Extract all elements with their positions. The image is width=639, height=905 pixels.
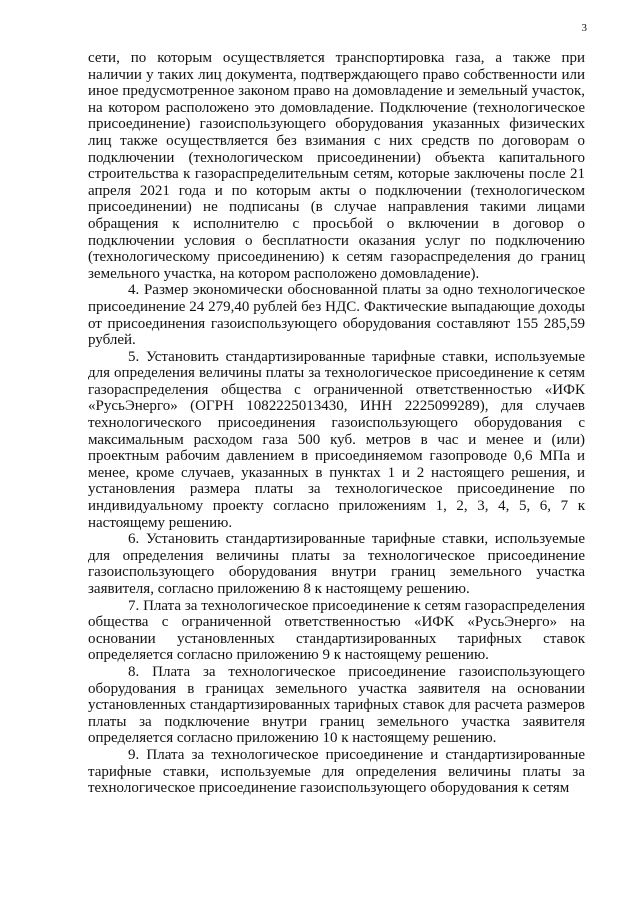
paragraph-item-4: 4. Размер экономически обоснованной платы за одно технологическое присоединение 24 279,40 рублей без НДС. Фактические выпадающие доходы от присоединения газоиспользующего оборудования составляют 155 285,59 рублей. (88, 282, 585, 349)
paragraph-item-7: 7. Плата за технологическое присоединение к сетям газораспределения общества с ограниченной ответственностью «ИФК «РусьЭнерго» на основании установленных стандартизированных тарифных ставок определяется согласно приложению 9 к настоящему решению. (88, 597, 585, 664)
paragraph-item-9: 9. Плата за технологическое присоединение и стандартизированные тарифные ставки, используемые для определения величины платы за технологическое присоединение газоиспользующего оборудования к сетям (88, 746, 585, 797)
paragraph-continuation: сети, по которым осуществляется транспортировка газа, а также при наличии у таких лиц документа, подтверждающего право собственности или иное предусмотренное законом право на домовладение и земельный участок, на котором расположено это домовладение. Подключение (технологическое присоединение) газоиспользующего оборудования указанных физических лиц также осуществляется без взимания с них средств по договорам о подключении (технологическом присоединении) объекта капитального строительства к газораспределительным сетям, которые заключены после 21 апреля 2021 года и по которым акты о подключении (технологическом присоединении) не подписаны (в случае направления такими лицами обращения к исполнителю с просьбой о включении в договор о подключении условия о бесплатности оказания услуг по подключению (технологическому присоединению) к сетям газораспределения до границ земельного участка, на котором расположено домовладение). (88, 50, 585, 282)
paragraph-item-8: 8. Плата за технологическое присоединение газоиспользующего оборудования в границах земельного участка заявителя на основании установленных стандартизированных тарифных ставок для расчета размеров платы за подключение внутри границ земельного участка заявителя определяется согласно приложению 10 к настоящему решению. (88, 663, 585, 747)
paragraph-item-5: 5. Установить стандартизированные тарифные ставки, используемые для определения величины платы за технологическое присоединение к сетям газораспределения общества с ограниченной ответственностью «ИФК «РусьЭнерго» (ОГРН 1082225013430, ИНН 2225099289), для случаев технологического присоединения газоиспользующего оборудования с максимальным расходом газа 500 куб. метров в час и менее и (или) проектным рабочим давлением в присоединяемом газопроводе 0,6 МПа и менее, кроме случаев, указанных в пунктах 1 и 2 настоящего решения, и установления размера платы за технологическое присоединение по индивидуальному проекту согласно приложениям 1, 2, 3, 4, 5, 6, 7 к настоящему решению. (88, 348, 585, 531)
page-number: 3 (581, 22, 587, 34)
document-body (88, 50, 585, 797)
paragraph-item-6: 6. Установить стандартизированные тарифные ставки, используемые для определения величины платы за технологическое присоединение газоиспользующего оборудования внутри границ земельного участка заявителя, согласно приложению 8 к настоящему решению. (88, 531, 585, 597)
